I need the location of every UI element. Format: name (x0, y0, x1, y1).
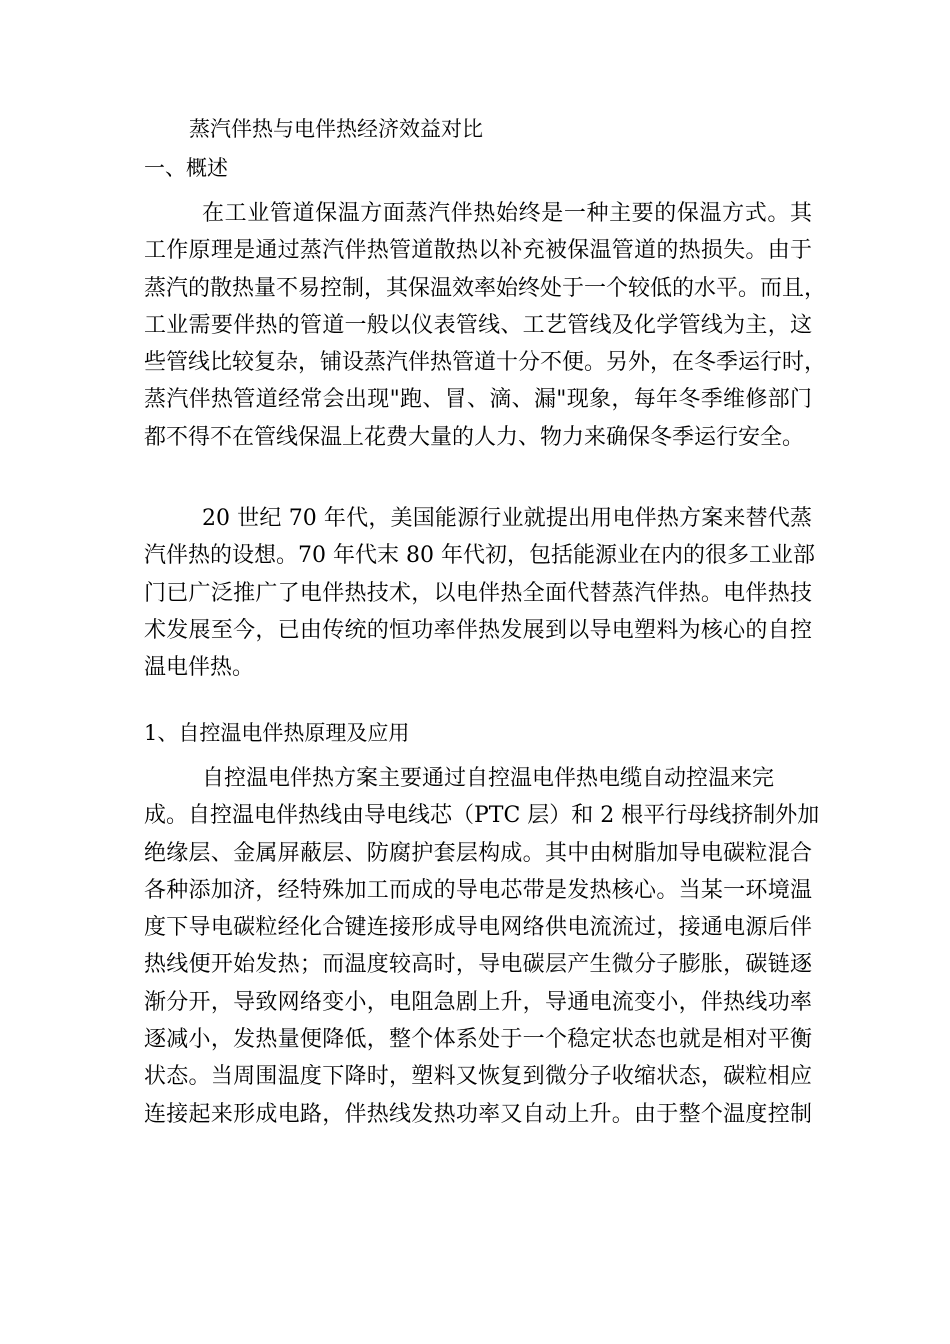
paragraph-line: 汽伴热的设想。70 年代末 80 年代初，包括能源业在内的很多工业部 (144, 543, 815, 569)
paragraph-line: 度下导电碳粒经化合键连接形成导电网络供电流流过，接通电源后伴 (144, 915, 812, 941)
paragraph-line: 都不得不在管线保温上花费大量的人力、物力来确保冬季运行安全。 (144, 424, 805, 450)
paragraph-line: 各种添加济，经特殊加工而成的导电芯带是发热核心。当某一环境温 (144, 877, 812, 903)
paragraph-line: 热线便开始发热；而温度较高时，导电碳层产生微分子膨胀，碳链逐 (144, 952, 812, 978)
section-heading-overview: 一、概述 (144, 156, 228, 180)
paragraph-overview (144, 195, 827, 456)
paragraph-history (144, 500, 815, 686)
paragraph-line: 绝缘层、金属屏蔽层、防腐护套层构成。其中由树脂加导电碳粒混合 (144, 840, 812, 866)
document-title: 蒸汽伴热与电伴热经济效益对比 (189, 117, 483, 141)
paragraph-line: 渐分开，导致网络变小，电阻急剧上升，导通电流变小，伴热线功率 (144, 989, 812, 1015)
paragraph-line: 状态。当周围温度下降时，塑料又恢复到微分子收缩状态，碳粒相应 (144, 1064, 812, 1090)
paragraph-line: 温电伴热。 (144, 655, 255, 681)
paragraph-line: 在工业管道保温方面蒸汽伴热始终是一种主要的保温方式。其 (202, 201, 812, 226)
paragraph-line: 逐减小，发热量便降低，整个体系处于一个稳定状态也就是相对平衡 (144, 1027, 812, 1053)
paragraph-line: 工业需要伴热的管道一般以仪表管线、工艺管线及化学管线为主，这 (144, 312, 812, 338)
paragraph-line: 蒸汽的散热量不易控制，其保温效率始终处于一个较低的水平。而且， (144, 275, 827, 301)
paragraph-line: 工作原理是通过蒸汽伴热管道散热以补充被保温管道的热损失。由于 (144, 238, 812, 264)
paragraph-line: 20 世纪 70 年代，美国能源行业就提出用电伴热方案来替代蒸 (202, 506, 812, 531)
paragraph-line: 成。自控温电伴热线由导电线芯（PTC 层）和 2 根平行母线挤制外加 (144, 803, 820, 829)
paragraph-line: 门已广泛推广了电伴热技术，以电伴热全面代替蒸汽伴热。电伴热技 (144, 580, 812, 606)
paragraph-line: 自控温电伴热方案主要通过自控温电伴热电缆自动控温来完 (202, 766, 775, 791)
section-heading-principle: 1、自控温电伴热原理及应用 (144, 721, 410, 745)
paragraph-line: 术发展至今，已由传统的恒功率伴热发展到以导电塑料为核心的自控 (144, 617, 812, 643)
paragraph-principle (144, 760, 820, 1133)
paragraph-line: 些管线比较复杂，铺设蒸汽伴热管道十分不便。另外，在冬季运行时， (144, 350, 827, 376)
paragraph-line: 蒸汽伴热管道经常会出现"跑、冒、滴、漏"现象，每年冬季维修部门 (144, 387, 812, 413)
paragraph-line: 连接起来形成电路，伴热线发热功率又自动上升。由于整个温度控制 (144, 1101, 812, 1127)
